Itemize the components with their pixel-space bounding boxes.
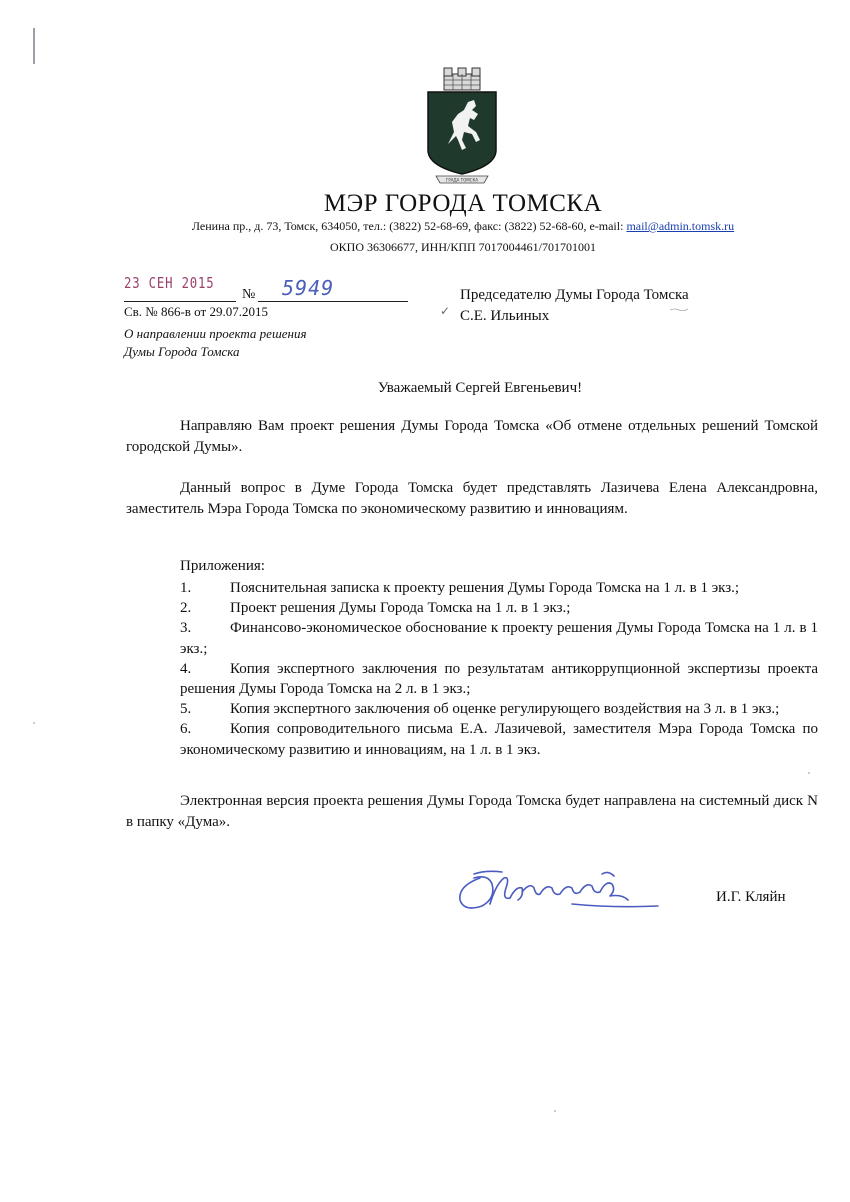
attachment-number: 4.: [180, 660, 192, 677]
scan-speck: [808, 772, 810, 774]
attachment-number: 2.: [180, 600, 192, 617]
number-label: №: [242, 287, 256, 302]
attachment-text: Копия экспертного заключения об оценке регулирующего воздействия на 3 л. в 1 экз.;: [230, 701, 780, 718]
faint-pencil-mark: [670, 308, 688, 311]
address-text: Ленина пр., д. 73, Томск, 634050, тел.: (3822) 52-68-69, факс: (3822) 52-68-60, e-mail:: [191, 219, 627, 233]
attachment-item: [180, 578, 818, 598]
number-stamp: 5949: [282, 276, 335, 300]
attachment-item: [180, 719, 818, 759]
paragraph-2: Данный вопрос в Думе Города Томска будет представлять Лазичева Елена Александровна, заместитель Мэра Города Томска по экономическому развитию и инновациям.: [126, 480, 818, 517]
addressee-line-1: Председателю Думы Города Томска: [460, 287, 689, 303]
letterhead-title: МЭР ГОРОДА ТОМСКА: [323, 190, 603, 217]
number-underline: [258, 301, 408, 302]
subject-line-1: О направлении проекта решения: [124, 326, 307, 341]
attachment-text: Финансово-экономическое обоснование к проекту решения Думы Города Томска на 1 л. в 1 экз.;: [180, 620, 818, 657]
tomsk-coat-of-arms-icon: [424, 66, 500, 194]
greeting: Уважаемый Сергей Евгеньевич!: [377, 380, 583, 396]
reference-line: Св. № 866-в от 29.07.2015: [124, 304, 268, 319]
attachment-text: Проект решения Думы Города Томска на 1 л. в 1 экз.;: [230, 600, 571, 617]
attachment-text: Пояснительная записка к проекту решения Думы Города Томска на 1 л. в 1 экз.;: [230, 580, 740, 596]
addressee-line-2: С.Е. Ильиных: [460, 308, 550, 324]
attachment-item: [180, 598, 818, 618]
attachment-item: [180, 659, 818, 699]
subject-line: [124, 325, 307, 361]
date-stamp: 23 СЕН 2015: [124, 274, 215, 292]
letterhead-okpo: ОКПО 36306677, ИНН/КПП 7017004461/701701001: [329, 240, 596, 254]
closing-paragraph: Электронная версия проекта решения Думы Города Томска будет направлена на системный диск N в папку «Дума».: [126, 793, 818, 830]
date-underline: [124, 301, 236, 302]
crest-motto: ГРАДА ТОМСКА: [445, 177, 479, 183]
attachment-text: Копия экспертного заключения по результатам антикоррупционной экспертизы проекта решения Думы Города Томска на 2 л. в 1 экз.;: [180, 660, 818, 698]
email-link[interactable]: mail@admin.tomsk.ru: [626, 219, 735, 233]
handwritten-signature: [452, 868, 664, 916]
attachment-item: [180, 618, 818, 658]
scan-speck: [554, 1110, 556, 1112]
paragraph-1: Направляю Вам проект решения Думы Города Томска «Об отмене отдельных решений Томской городской Думы».: [126, 418, 818, 455]
addressee-block: [460, 285, 689, 327]
attachment-number: 5.: [180, 701, 192, 718]
scan-speck: [33, 722, 35, 724]
attachments-list: [180, 578, 818, 760]
margin-pencil-mark: [33, 28, 35, 64]
attachments-heading: Приложения:: [180, 558, 265, 574]
attachment-number: 3.: [180, 620, 192, 637]
subject-line-2: Думы Города Томска: [124, 344, 240, 359]
attachment-number: 1.: [180, 580, 192, 596]
signer-name: И.Г. Кляйн: [716, 889, 786, 905]
attachment-item: [180, 699, 818, 719]
letterhead-address: [0, 219, 850, 234]
check-mark-icon: ✓: [440, 304, 451, 318]
attachment-text: Копия сопроводительного письма Е.А. Лазичевой, заместителя Мэра Города Томска по экономическому развитию и инновациям, на 1 л. в 1 экз.: [180, 721, 818, 758]
attachment-number: 6.: [180, 721, 192, 738]
